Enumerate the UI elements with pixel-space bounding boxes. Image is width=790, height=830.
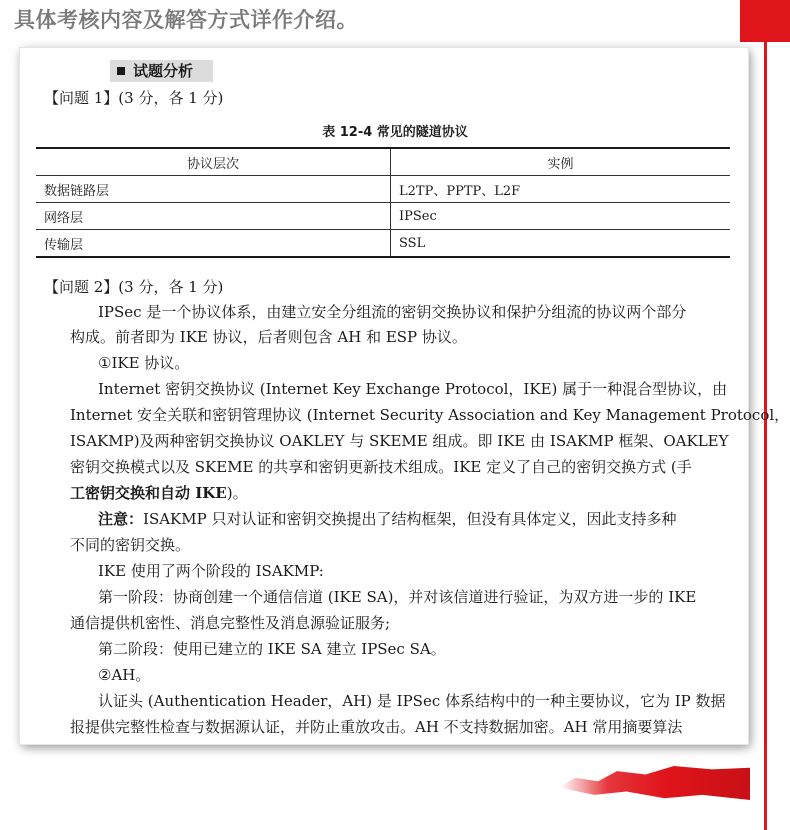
paragraph-line: IPSec 是一个协议体系，由建立安全分组流的密钥交换协议和保护分组流的协议两个部分 <box>98 303 687 321</box>
red-brush-stroke <box>560 766 750 800</box>
note-line <box>98 508 676 530</box>
paragraph-line-end: )。 <box>226 484 248 502</box>
square-bullet-icon <box>117 67 125 75</box>
bold-text: 工密钥交换和自动 IKE <box>70 484 227 502</box>
paragraph-line: 构成。前者即为 IKE 协议，后者则包含 AH 和 ESP 协议。 <box>70 328 467 346</box>
table-cell: SSL <box>391 230 731 258</box>
red-vertical-rule <box>764 42 767 830</box>
paragraph-line: 密钥交换模式以及 SKEME 的共享和密钥更新技术组成。IKE 定义了自己的密钥交换方式 (手 <box>70 458 692 476</box>
table-header-cell: 协议层次 <box>36 148 391 176</box>
table-row <box>36 203 730 230</box>
table-caption: 表 12-4 常见的隧道协议 <box>322 125 468 140</box>
table-cell: L2TP、PPTP、L2F <box>391 176 731 203</box>
table-header-cell: 实例 <box>391 148 731 176</box>
paragraph-line: IKE 使用了两个阶段的 ISAKMP: <box>98 562 324 580</box>
paragraph-line: 报提供完整性检查与数据源认证，并防止重放攻击。AH 不支持数据加密。AH 常用摘要算法 <box>70 718 683 736</box>
section-title-text: 试题分析 <box>133 62 194 80</box>
paragraph-line: 认证头 (Authentication Header，AH) 是 IPSec 体系结构中的一种主要协议，它为 IP 数据 <box>98 692 726 710</box>
paragraph-line: 第一阶段：协商创建一个通信信道 (IKE SA)，并对该信道进行验证，为双方进一步的 IKE <box>98 588 697 606</box>
table-cell: 数据链路层 <box>36 176 391 203</box>
paragraph-line: 不同的密钥交换。 <box>70 536 191 554</box>
question-2-label: 【问题 2】(3 分，各 1 分) <box>44 278 224 296</box>
tunnel-protocol-table <box>36 147 730 258</box>
table-cell: 网络层 <box>36 203 391 230</box>
section-title <box>110 60 213 82</box>
table-cell: 传输层 <box>36 230 391 258</box>
red-corner-bar <box>740 0 790 42</box>
paragraph-line: ①IKE 协议。 <box>98 354 190 372</box>
paragraph-line: 通信提供机密性、消息完整性及消息源验证服务; <box>70 614 391 632</box>
table-row <box>36 230 730 258</box>
table-row <box>36 176 730 203</box>
table-header-row <box>36 148 730 176</box>
page-heading: 具体考核内容及解答方式详作介绍。 <box>14 8 358 32</box>
table-cell: IPSec <box>391 203 731 230</box>
paragraph-line: ISAKMP)及两种密钥交换协议 OAKLEY 与 SKEME 组成。即 IKE 由 ISAKMP 框架、OAKLEY <box>70 432 729 450</box>
note-label: 注意： <box>98 510 144 528</box>
paragraph-line: Internet 安全关联和密钥管理协议 (Internet Security Association and Key Management Protocol， <box>70 406 790 424</box>
paragraph-line: 第二阶段：使用已建立的 IKE SA 建立 IPSec SA。 <box>98 640 446 658</box>
note-text: ISAKMP 只对认证和密钥交换提出了结构框架，但没有具体定义，因此支持多种 <box>143 510 677 528</box>
paragraph-line <box>70 482 248 504</box>
paragraph-line: Internet 密钥交换协议 (Internet Key Exchange Protocol，IKE) 属于一种混合型协议，由 <box>98 380 728 398</box>
paragraph-line: ②AH。 <box>98 666 151 684</box>
question-1-label: 【问题 1】(3 分，各 1 分) <box>44 89 224 107</box>
